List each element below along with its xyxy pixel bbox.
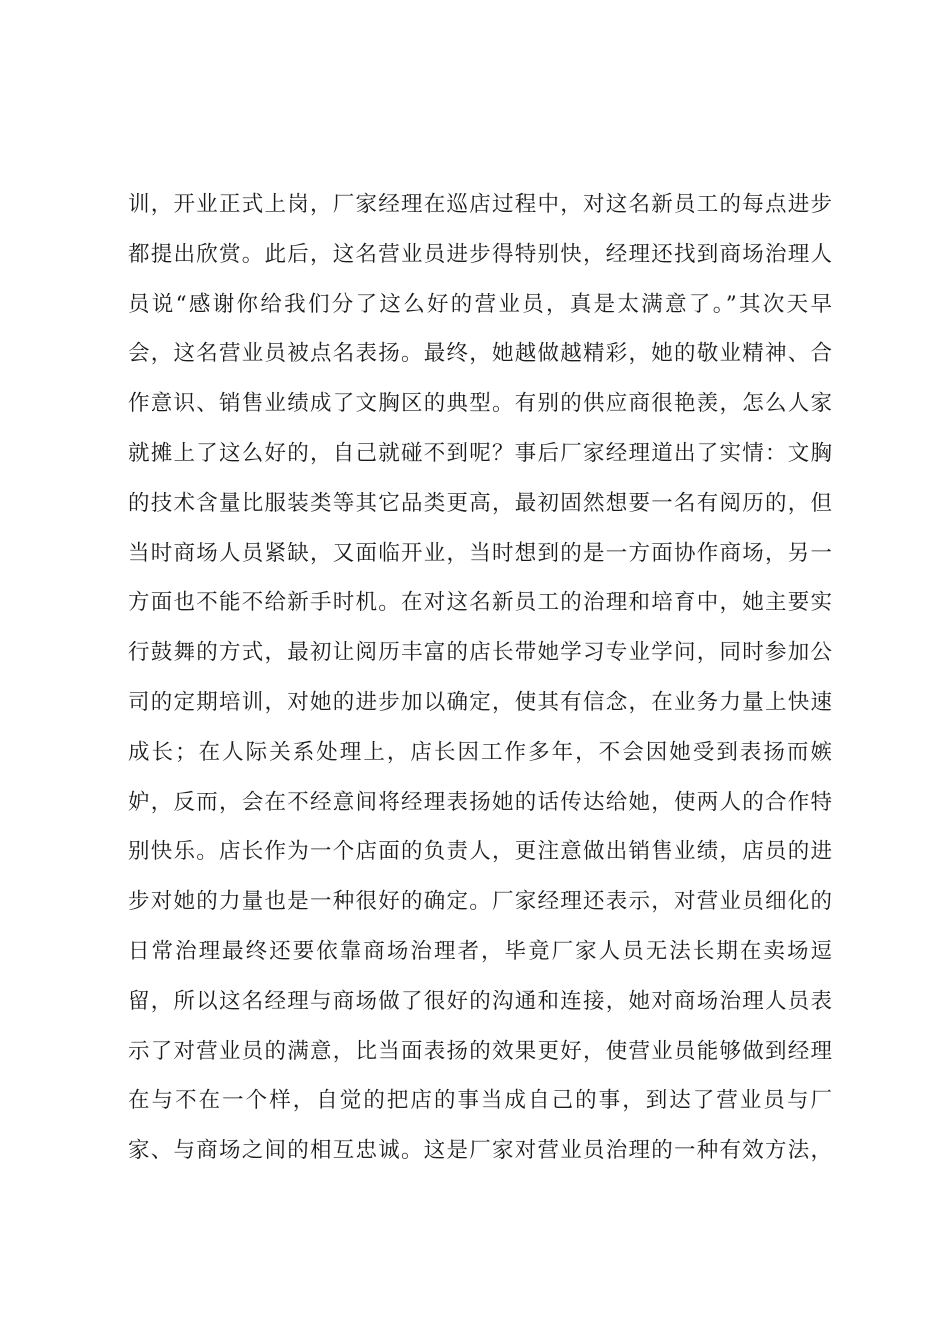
text-line: 当时商场人员紧缺，又面临开业，当时想到的是一方面协作商场，另一 [128,540,832,566]
text-line: 步对她的力量也是一种很好的确定。厂家经理还表示，对营业员细化的 [128,889,832,915]
text-line: 行鼓舞的方式，最初让阅历丰富的店长带她学习专业学问，同时参加公 [128,640,832,666]
text-line: 训，开业正式上岗，厂家经理在巡店过程中，对这名新员工的每点进步 [128,192,832,217]
text-line: 会，这名营业员被点名表扬。最终，她越做越精彩，她的敬业精神、合 [128,341,832,367]
text-line: 员说“感谢你给我们分了这么好的营业员，真是太满意了。”其次天早 [128,291,832,317]
text-line: 就摊上了这么好的，自己就碰不到呢？事后厂家经理道出了实情：文胸 [128,440,832,466]
text-line: 方面也不能不给新手时机。在对这名新员工的治理和培育中，她主要实 [128,590,832,616]
text-line: 作意识、销售业绩成了文胸区的典型。有别的供应商很艳羡，怎么人家 [128,391,832,417]
text-line: 妒，反而，会在不经意间将经理表扬她的话传达给她，使两人的合作特 [128,789,832,815]
text-line: 成长；在人际关系处理上，店长因工作多年，不会因她受到表扬而嫉 [128,739,832,765]
text-line: 在与不在一个样，自觉的把店的事当成自己的事，到达了营业员与厂 [128,1088,832,1114]
text-line: 日常治理最终还要依靠商场治理者，毕竟厂家人员无法长期在卖场逗 [128,938,832,964]
text-line: 示了对营业员的满意，比当面表扬的效果更好，使营业员能够做到经理 [128,1038,832,1064]
text-line: 司的定期培训，对她的进步加以确定，使其有信念，在业务力量上快速 [128,689,832,715]
text-line: 别快乐。店长作为一个店面的负责人，更注意做出销售业绩，店员的进 [128,839,832,865]
text-line: 家、与商场之间的相互忠诚。这是厂家对营业员治理的一种有效方法， [128,1138,832,1164]
text-line: 的技术含量比服装类等其它品类更高，最初固然想要一名有阅历的，但 [128,490,832,516]
text-line: 都提出欣赏。此后，这名营业员进步得特别快，经理还找到商场治理人 [128,241,832,267]
text-line: 留，所以这名经理与商场做了很好的沟通和连接，她对商场治理人员表 [128,988,832,1014]
body-paragraph [128,180,832,1176]
